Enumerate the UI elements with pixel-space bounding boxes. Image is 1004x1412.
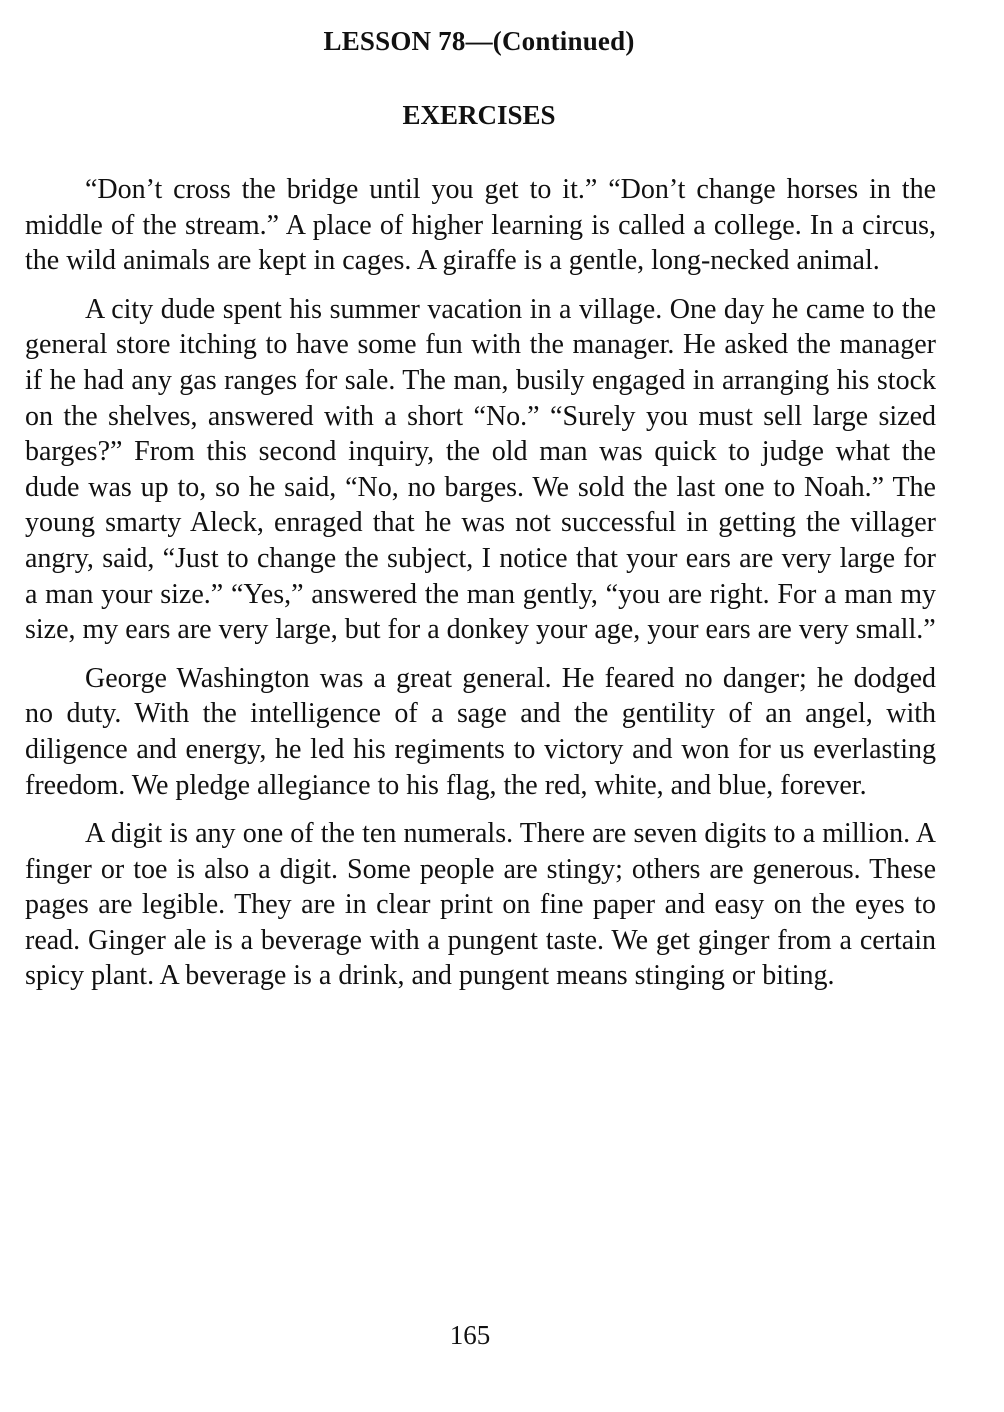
lesson-title: LESSON 78—(Continued) — [323, 26, 635, 56]
paragraph-city-dude-story: A city dude spent his summer vacation in a village. One day he came to the general store itching to have some fun with the manager. He asked the manager if he had any gas ranges for sale. The man, busily engaged in arranging his stock on the shelves, answered with a short “No.” “Surely you must sell large sized barges?” From this second inquiry, the old man was quick to judge what the dude was up to, so he said, “No, no barges. We sold the last one to Noah.” The young smarty Aleck, enraged that he was not successful in getting the villager angry, said, “Just to change the subject, I notice that your ears are very large for a man your size.” “Yes,” answered the man gently, “you are right. For a man my size, my ears are very large, but for a donkey your age, your ears are very small.” — [25, 293, 936, 646]
paragraph-proverbs: “Don’t cross the bridge until you get to it.” “Don’t change horses in the middle of the stream.” A place of higher learning is called a college. In a circus, the wild animals are kept in cages. A giraffe is a gentle, long-necked animal. — [25, 174, 936, 277]
paragraph-digits: A digit is any one of the ten numerals. There are seven digits to a million. A finger or toe is also a digit. Some people are stingy; others are generous. These pages are legible. They are in clear print on fine paper and easy on the eyes to read. Ginger ale is a beverage with a pungent taste. We get ginger from a certain spicy plant. A beverage is a drink, and pungent means stinging or biting. — [25, 818, 936, 992]
section-title: EXERCISES — [402, 100, 556, 130]
page-number: 165 — [449, 1320, 491, 1350]
paragraph-george-washington: George Washington was a great general. He feared no danger; he dodged no duty. With the intelligence of a sage and the gentility of an angel, with diligence and energy, he led his regiments to victory and won for us everlasting freedom. We pledge allegiance to his flag, the red, white, and blue, forever. — [25, 662, 936, 801]
exercise-text — [25, 172, 936, 1007]
